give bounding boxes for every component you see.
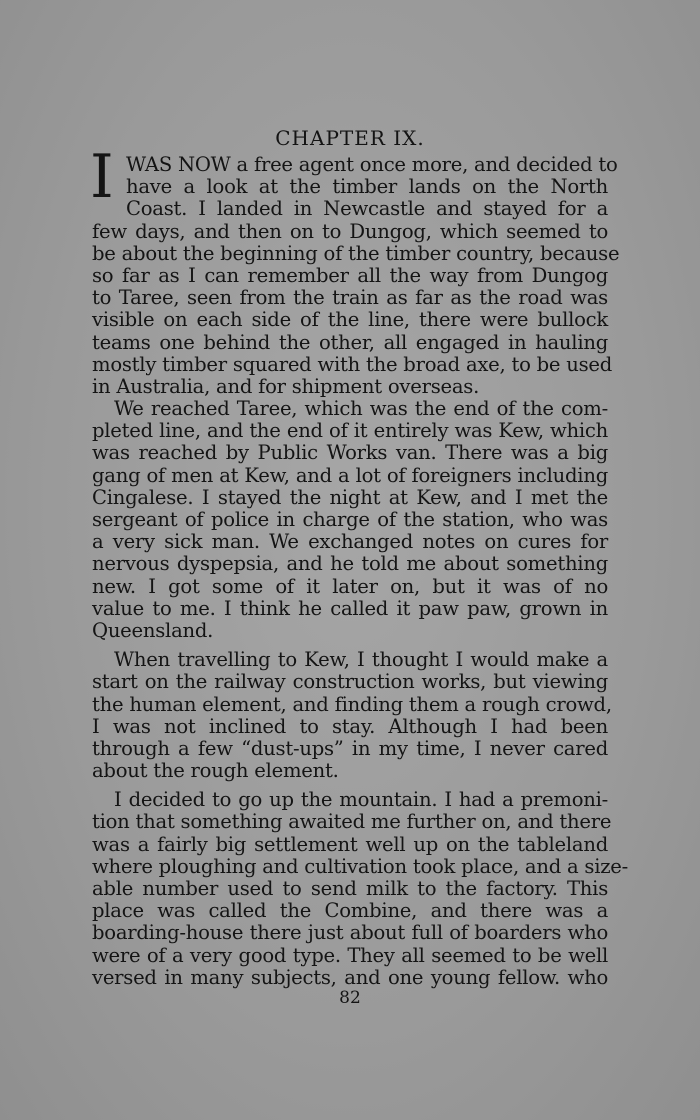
text-line: We reached Taree, which was the end of the com- — [114, 397, 608, 421]
text-line: new. I got some of it later on, but it was of no — [92, 574, 608, 598]
text-line: boarding-house there just about full of boarders who — [92, 921, 608, 945]
text-line: able number used to send milk to the factory. This — [92, 877, 608, 900]
page-number: 82 — [339, 988, 361, 1008]
text-line: value to me. I think he called it paw paw, grown in — [92, 596, 608, 620]
text-line: pleted line, and the end of it entirely was Kew, which — [92, 419, 608, 443]
text-line: the human element, and finding them a rough crowd, — [92, 692, 612, 716]
text-line: few days, and then on to Dungog, which seemed to — [92, 219, 608, 243]
text-line: Queensland. — [92, 618, 214, 642]
text-line: a very sick man. We exchanged notes on cures for — [92, 530, 608, 554]
text-line: was reached by Public Works van. There was a big — [92, 441, 608, 465]
text-line: visible on each side of the line, there were bullock — [92, 308, 608, 332]
text-line: was a fairly big settlement well up on the tableland — [92, 832, 608, 856]
text-line: be about the beginning of the timber country, because — [92, 241, 620, 265]
text-line: mostly timber squared with the broad axe, to be used — [92, 352, 613, 376]
text-line: where ploughing and cultivation took place, and a size- — [92, 854, 629, 878]
text-line: place was called the Combine, and there was a — [92, 899, 608, 923]
text-line: WAS NOW a free agent once more, and decided to — [126, 153, 618, 176]
text-line: so far as I can remember all the way from Dungog — [92, 263, 608, 287]
body-text — [90, 142, 629, 989]
text-line: versed in many subjects, and one young fellow. who — [92, 965, 608, 989]
drop-cap: I — [90, 142, 114, 212]
text-line: I was not inclined to stay. Although I had been — [92, 714, 608, 738]
chapter-title: CHAPTER IX. — [275, 126, 425, 150]
text-line: I decided to go up the mountain. I had a premoni- — [114, 788, 608, 812]
text-line: tion that something awaited me further on, and there — [92, 810, 612, 834]
text-line: in Australia, and for shipment overseas. — [92, 374, 480, 398]
text-line: through a few “dust-ups” in my time, I never cared — [92, 736, 608, 760]
text-line: teams one behind the other, all engaged in hauling — [92, 330, 608, 354]
text-line: nervous dyspepsia, and he told me about something — [92, 552, 608, 576]
text-line: were of a very good type. They all seemed to be well — [92, 943, 608, 967]
text-line: Coast. I landed in Newcastle and stayed for a — [126, 197, 608, 221]
text-line: start on the railway construction works, but viewing — [92, 670, 608, 694]
text-line: to Taree, seen from the train as far as the road was — [92, 286, 608, 310]
text-line: sergeant of police in charge of the station, who was — [92, 508, 608, 531]
text-line: gang of men at Kew, and a lot of foreigners including — [92, 463, 608, 487]
text-line: about the rough element. — [92, 759, 339, 783]
text-line: Cingalese. I stayed the night at Kew, and I met the — [92, 485, 608, 509]
text-line: have a look at the timber lands on the North — [126, 175, 608, 199]
text-line: When travelling to Kew, I thought I would make a — [114, 648, 608, 672]
